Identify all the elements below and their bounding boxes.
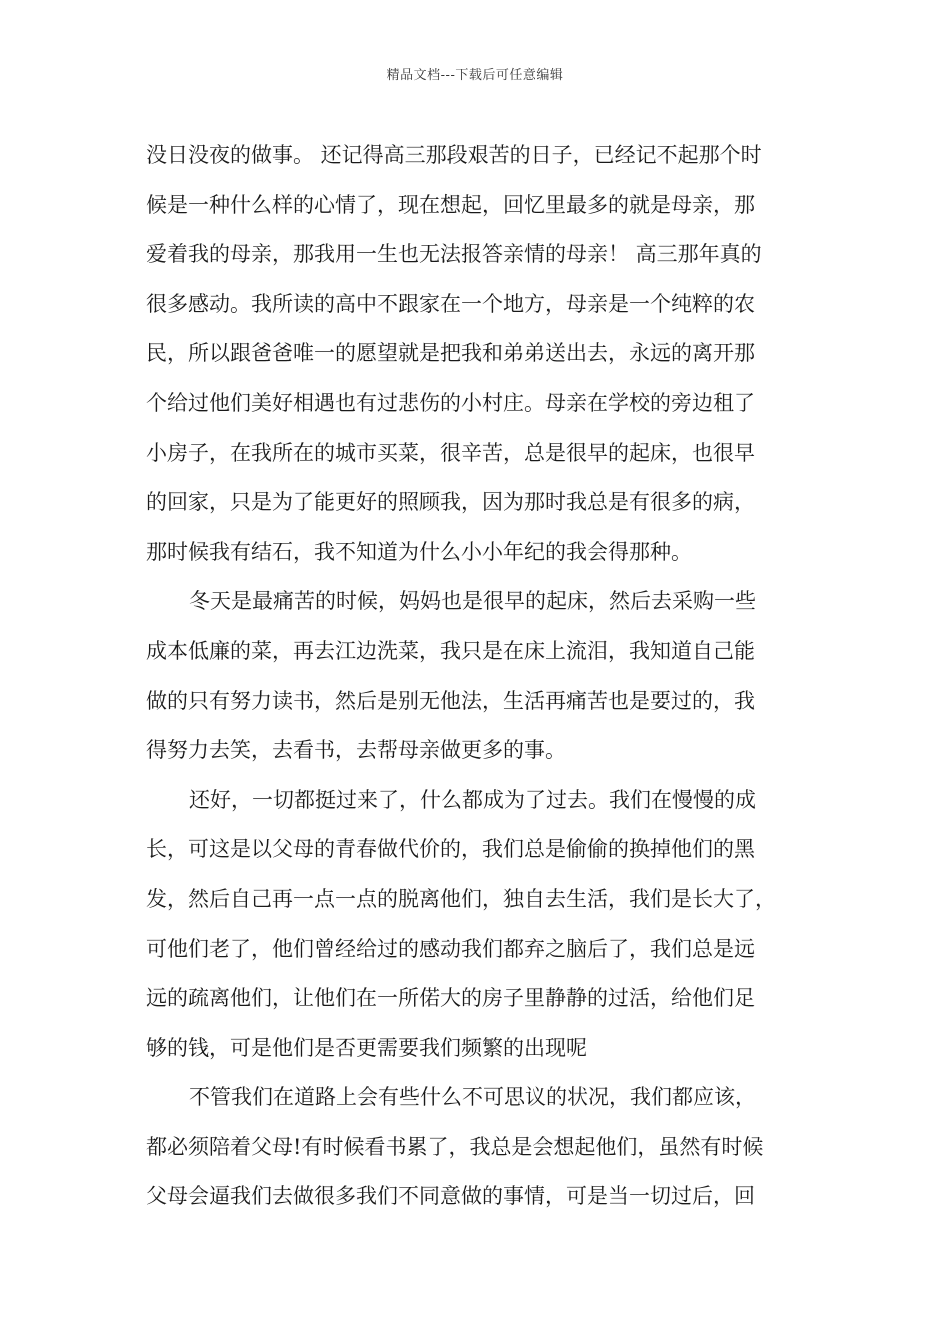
text-line: 个给过他们美好相遇也有过悲伤的小村庄。母亲在学校的旁边租了 (146, 390, 755, 415)
text-line: 发，然后自己再一点一点的脱离他们，独自去生活，我们是长大了， (146, 886, 776, 911)
text-line: 成本低廉的菜，再去江边洗菜，我只是在床上流泪，我知道自己能 (146, 638, 755, 663)
text-line: 做的只有努力读书，然后是别无他法，生活再痛苦也是要过的，我 (146, 688, 755, 713)
text-line: 小房子，在我所在的城市买菜，很辛苦，总是很早的起床，也很早 (146, 440, 755, 465)
text-line: 够的钱，可是他们是否更需要我们频繁的出现呢 (146, 1035, 587, 1060)
text-line: 没日没夜的做事。 还记得高三那段艰苦的日子，已经记不起那个时 (146, 143, 762, 167)
text-line: 得努力去笑，去看书，去帮母亲做更多的事。 (146, 738, 566, 763)
text-line: 长，可这是以父母的青春做代价的，我们总是偷偷的换掉他们的黑 (146, 837, 755, 862)
text-line: 那时候我有结石，我不知道为什么小小年纪的我会得那种。 (146, 539, 692, 564)
text-line: 爱着我的母亲，那我用一生也无法报答亲情的母亲！ 高三那年真的 (146, 242, 762, 267)
text-line: 民，所以跟爸爸唯一的愿望就是把我和弟弟送出去，永远的离开那 (146, 341, 755, 366)
text-line: 父母会逼我们去做很多我们不同意做的事情，可是当一切过后，回 (146, 1184, 755, 1209)
text-line: 很多感动。我所读的高中不跟家在一个地方，母亲是一个纯粹的农 (146, 291, 755, 316)
text-line: 可他们老了，他们曾经给过的感动我们都弃之脑后了，我们总是远 (146, 936, 755, 961)
paragraph-first-line: 冬天是最痛苦的时候，妈妈也是很早的起床，然后去采购一些 (189, 589, 756, 614)
paragraph-first-line: 不管我们在道路上会有些什么不可思议的状况，我们都应该， (189, 1085, 756, 1110)
text-line: 的回家，只是为了能更好的照顾我，因为那时我总是有很多的病， (146, 490, 755, 515)
paragraph-first-line: 还好，一切都挺过来了，什么都成为了过去。我们在慢慢的成 (189, 787, 756, 812)
text-line: 候是一种什么样的心情了，现在想起，回忆里最多的就是母亲，那 (146, 192, 755, 217)
document-body (146, 131, 826, 1222)
page-header: 精品文档---下载后可任意编辑 (386, 68, 564, 83)
text-line: 远的疏离他们，让他们在一所偌大的房子里静静的过活，给他们足 (146, 986, 755, 1011)
text-line: 都必须陪着父母!有时候看书累了，我总是会想起他们，虽然有时候 (146, 1134, 764, 1159)
